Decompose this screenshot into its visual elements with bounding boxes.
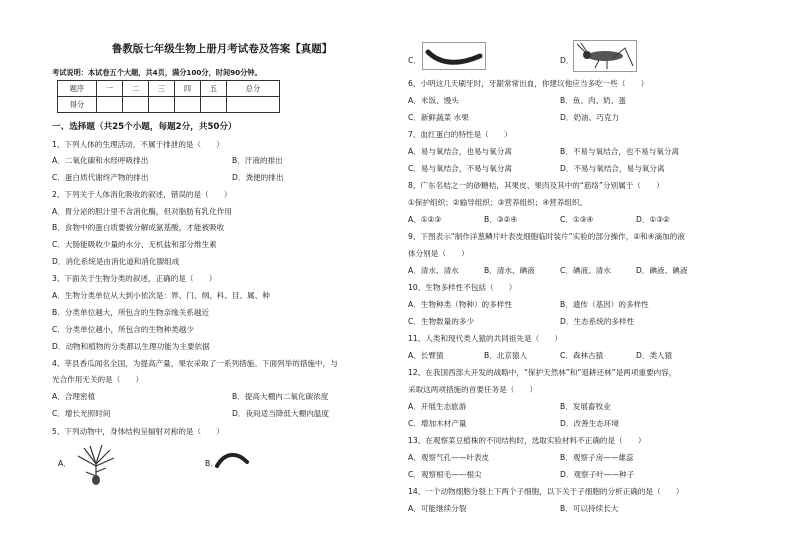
option: B．汗液的排出 <box>232 156 283 165</box>
option: D．粪便的排出 <box>232 173 284 182</box>
option: B．食物中的蛋白质要被分解成氨基酸，才能被吸收 <box>52 223 225 232</box>
option: D．奶油、巧克力 <box>560 113 620 122</box>
option-label: D． <box>560 56 574 65</box>
option: A．合理密植 <box>52 392 96 401</box>
score-header-cell: 三 <box>149 81 175 97</box>
option: B．发展畜牧业 <box>560 402 611 411</box>
question-4: 4、莘县香瓜闻名全国，为提高产量，果农采取了一系列措施。下面列举的措施中，与 <box>52 359 338 368</box>
question-12-cont: 采取这两项措施的首要任务是（ ） <box>408 385 538 394</box>
score-cell[interactable] <box>149 97 175 113</box>
page-title: 鲁教版七年级生物上册月考试卷及答案【真题】 <box>111 43 333 55</box>
option: A．观察气孔——叶表皮 <box>408 453 490 462</box>
option: C．大肠能吸收少量的水分、无机盐和部分维生素 <box>52 240 217 249</box>
option: D．碘液、碘液 <box>636 266 688 275</box>
question-6: 6、小明这几天刷牙时，牙龈常常出血，你建议他应当多吃一些（ ） <box>408 79 649 88</box>
score-cell[interactable] <box>97 97 123 113</box>
option: A．①②③ <box>408 215 442 224</box>
score-cell[interactable] <box>123 97 149 113</box>
score-cell[interactable] <box>175 97 201 113</box>
option: A．易与氧结合，也易与氧分离 <box>408 147 512 156</box>
option: C．分类单位越小，所包含的生物种类越少 <box>52 325 194 334</box>
option: D．夜间适当降低大棚内温度 <box>232 409 329 418</box>
question-8: 8、广东名桔之一的砂糖桔，其果皮、果肉及其中的“筋络”分别属于（ ） <box>408 181 664 190</box>
option: C．蛋白质代谢终产物的排出 <box>52 173 149 182</box>
question-10: 10、生物多样性不包括（ ） <box>408 283 517 292</box>
option: D．观察子叶——种子 <box>560 470 635 479</box>
question-2: 2、下列关于人体消化吸收的叙述，错误的是（ ） <box>52 190 232 199</box>
question-14: 14、一个动物细胞分裂上下两个子细胞，以下关于子细胞的分析正确的是（ ） <box>408 487 684 496</box>
score-header-row <box>58 81 280 97</box>
option: D．生态系统的多样性 <box>560 317 635 326</box>
option: C．观察根毛——根尖 <box>408 470 482 479</box>
score-header-cell: 总分 <box>227 81 280 97</box>
option-label: C． <box>408 56 421 65</box>
option: B．北京猿人 <box>484 351 528 360</box>
hydra-image <box>70 442 122 486</box>
option: D．消化系统是由消化道和消化腺组成 <box>52 257 180 266</box>
option: B．提高大棚内二氧化碳浓度 <box>232 392 329 401</box>
option: B．清水、碘液 <box>484 266 535 275</box>
option: B．可以持续长大 <box>560 504 619 513</box>
question-5: 5、下列动物中，身体结构呈辐射对称的是（ ） <box>52 427 224 436</box>
option: C．碘液、清水 <box>560 266 611 275</box>
option: A．开展生态旅游 <box>408 402 467 411</box>
option: C．新鲜蔬菜 水果 <box>408 113 469 122</box>
option: D．改善生态环境 <box>560 419 620 428</box>
score-header-cell: 五 <box>201 81 227 97</box>
question-12: 12、在我国西部大开发的战略中，“保护天然林”和“退耕还林”是两项重要内容， <box>408 368 677 377</box>
option: A．生物分类单位从大到小依次是：界、门、纲、科、目、属、种 <box>52 291 270 300</box>
score-header-cell: 题序 <box>58 81 97 97</box>
question-9-cont: 体分别是（ ） <box>408 249 469 258</box>
option: A．胃分泌的胆汁里不含消化酶，但对脂肪有乳化作用 <box>52 207 232 216</box>
option: A．二氧化碳和水经呼吸排出 <box>52 156 149 165</box>
option: A．清水、清水 <box>408 266 459 275</box>
score-header-cell: 一 <box>97 81 123 97</box>
score-cell[interactable] <box>201 97 227 113</box>
option: D．不易与氧结合，易与氧分离 <box>560 164 665 173</box>
option: C．增加木材产量 <box>408 419 467 428</box>
option: D．动物和植物的分类都以生理功能为主要依据 <box>52 342 210 351</box>
option: C．①③④ <box>560 215 594 224</box>
option: A．长臂猿 <box>408 351 444 360</box>
question-11: 11、人类和现代类人猿的共同祖先是（ ） <box>408 334 562 343</box>
question-7: 7、血红蛋白的特性是（ ） <box>408 130 512 139</box>
option: B．不易与氧结合，也不易与氧分离 <box>560 147 680 156</box>
option: C．生物数量的多少 <box>408 317 475 326</box>
question-4-cont: 光合作用无关的是（ ） <box>52 375 144 384</box>
option: A．生物种类（物种）的多样性 <box>408 300 512 309</box>
score-header-cell: 二 <box>123 81 149 97</box>
question-8-note: ①保护组织；②输导组织；③营养组织；④营养组织。 <box>408 198 588 207</box>
earthworm-image-c <box>422 42 486 70</box>
option: D．①③② <box>636 215 670 224</box>
score-cell[interactable] <box>227 97 280 113</box>
exam-instructions: 考试说明：本试卷五个大题，共4页，满分100分，时间90分钟。 <box>52 68 262 77</box>
score-row-label: 得分 <box>58 97 97 113</box>
option: C．森林古猿 <box>560 351 604 360</box>
option: D．类人猿 <box>636 351 673 360</box>
option: B．鱼、肉、奶、蛋 <box>560 96 626 105</box>
question-3: 3、下面关于生物分类的叙述，正确的是（ ） <box>52 274 217 283</box>
option-label: B． <box>205 459 218 468</box>
option: B．遗传（基因）的多样性 <box>560 300 649 309</box>
grasshopper-image <box>573 40 637 72</box>
section-heading: 一、选择题（共25个小题，每题2分，共50分） <box>52 122 237 132</box>
option: C．增长光照时间 <box>52 409 111 418</box>
earthworm-image <box>215 448 249 472</box>
question-1: 1、下列人体的生理活动，不属于排泄的是（ ） <box>52 140 224 149</box>
score-row <box>58 97 280 113</box>
option: C．易与氧结合，不易与氧分离 <box>408 164 513 173</box>
option-label: A． <box>58 459 71 468</box>
option: B．③②④ <box>484 215 518 224</box>
option: A．米饭、馒头 <box>408 96 459 105</box>
question-9: 9、下图表示“制作洋葱鳞片叶表皮细胞临时装片”实验的部分操作，②和④滴加的液 <box>408 232 685 241</box>
option: B．观察子房——雄蕊 <box>560 453 634 462</box>
option: A．可能继续分裂 <box>408 504 467 513</box>
question-13: 13、在观察菜豆植株的不同结构时，选取实验材料不正确的是（ ） <box>408 436 646 445</box>
score-table <box>57 80 280 113</box>
option: B．分类单位越大，所包含的生物亲缘关系越近 <box>52 308 210 317</box>
score-header-cell: 四 <box>175 81 201 97</box>
